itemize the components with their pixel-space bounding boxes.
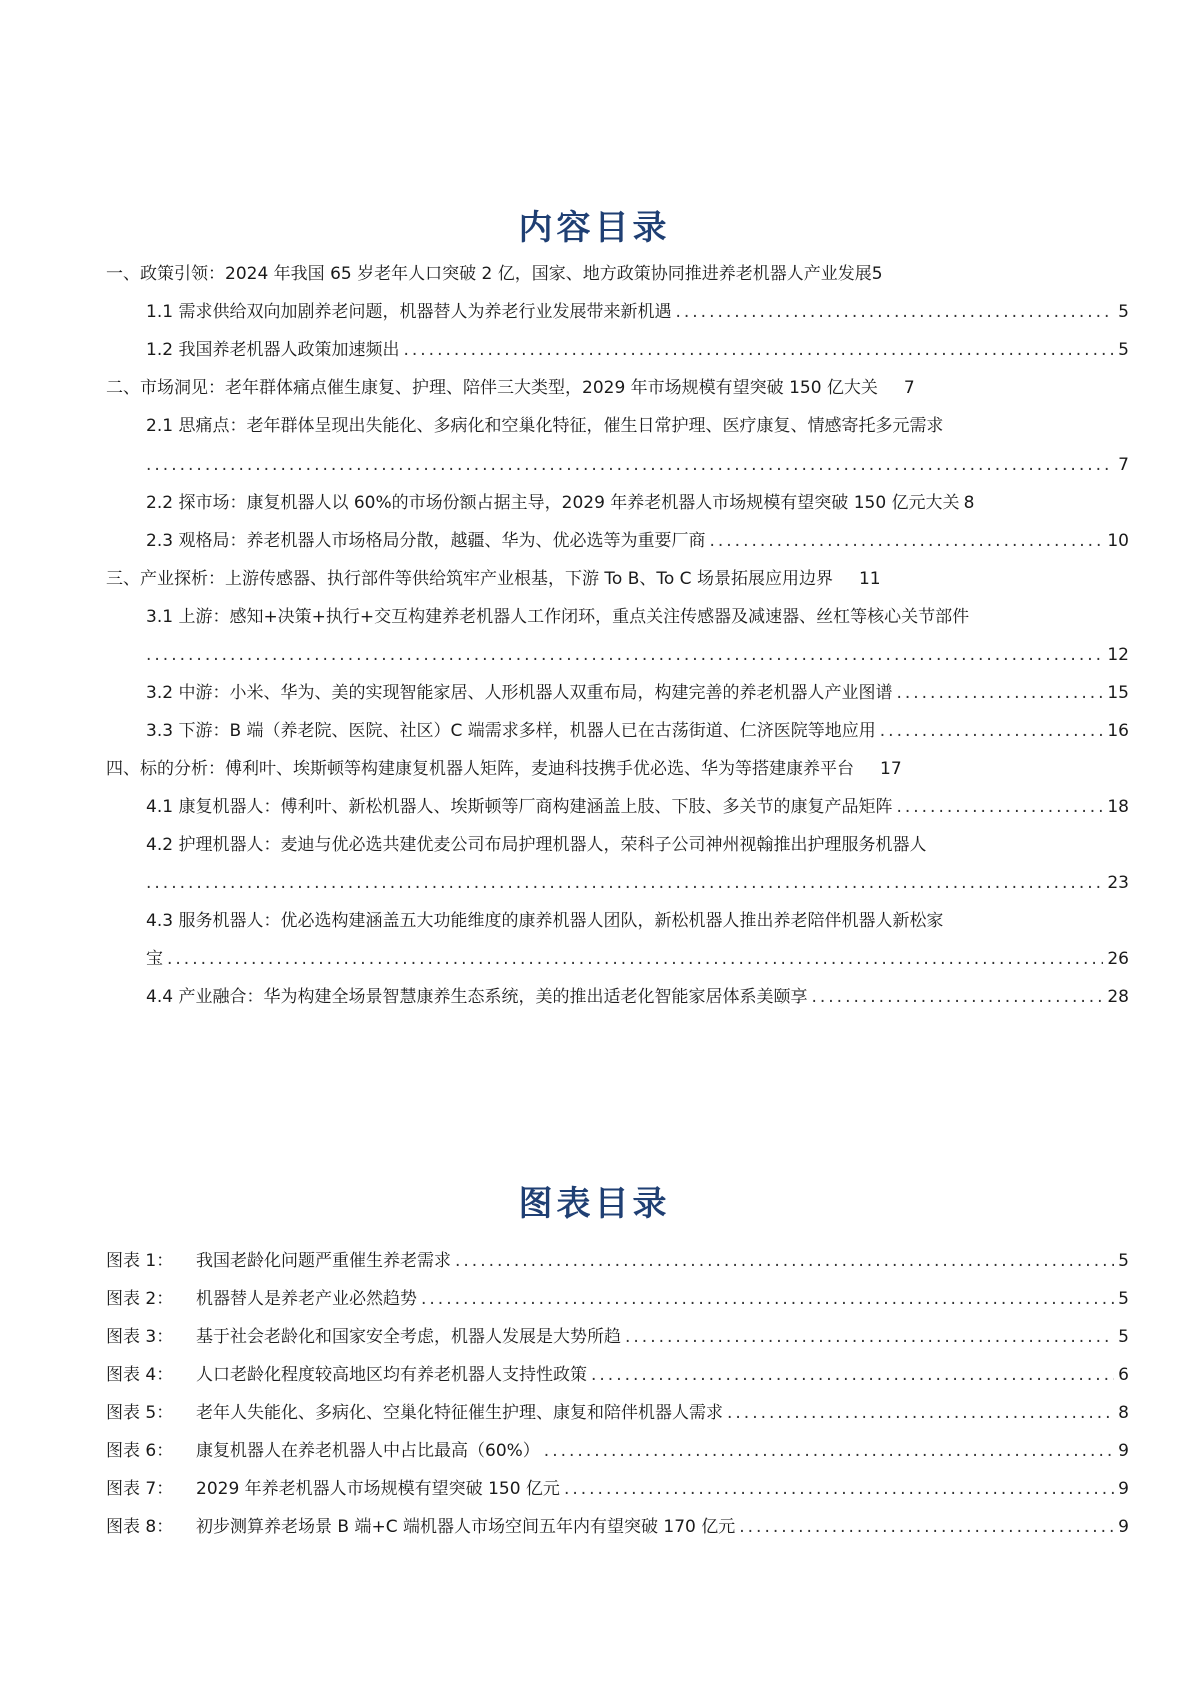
toc-entry-4-3[interactable]: 4.3 服务机器人：优必选构建涵盖五大功能维度的康养机器人团队，新松机器人推出养老陪伴机器人新松家	[146, 911, 944, 931]
toc-entry-3-1-cont[interactable]: ..... 12	[146, 644, 1129, 666]
leader-dots	[403, 339, 1114, 361]
figure-entry-3[interactable]: 图表 3： 基于社会老龄化和国家安全考虑，机器人发展是大势所趋 ..... 5	[106, 1326, 1129, 1348]
toc-entry-1-2[interactable]: 1.2 我国养老机器人政策加速频出 ..... 5	[146, 339, 1129, 361]
toc-entry-4-2[interactable]: 4.2 护理机器人：麦迪与优必选共建优麦公司布局护理机器人，荣科子公司神州视翰推出护理服务机器人	[146, 835, 927, 855]
leader-dots	[146, 644, 1103, 666]
toc-entry-3-3[interactable]: 3.3 下游：B 端（养老院、医院、社区）C 端需求多样，机器人已在古荡街道、仁济医院等地应用 ..... 16	[146, 720, 1129, 742]
toc-title: 内容目录	[518, 208, 671, 248]
figure-entry-2[interactable]: 图表 2： 机器替人是养老产业必然趋势 ..... 5	[106, 1288, 1129, 1310]
toc-entry-4[interactable]: 四、标的分析：傅利叶、埃斯顿等构建康复机器人矩阵，麦迪科技携手优必选、华为等搭建康养平台 17	[106, 759, 902, 779]
leader-dots	[709, 530, 1103, 552]
leader-dots	[880, 720, 1104, 742]
toc-entry-2[interactable]: 二、市场洞见：老年群体痛点催生康复、护理、陪伴三大类型，2029 年市场规模有望突破 150 亿大关 7	[106, 378, 915, 398]
leader-dots	[896, 796, 1103, 818]
leader-dots	[564, 1478, 1114, 1500]
leader-dots	[167, 948, 1103, 970]
toc-entry-2-3[interactable]: 2.3 观格局：养老机器人市场格局分散，越疆、华为、优必选等为重要厂商 ..... 10	[146, 530, 1129, 552]
toc-entry-4-4[interactable]: 4.4 产业融合：华为构建全场景智慧康养生态系统，美的推出适老化智能家居体系美颐享 ..... 28	[146, 986, 1129, 1008]
leader-dots	[727, 1402, 1114, 1424]
figure-entry-8[interactable]: 图表 8： 初步测算养老场景 B 端+C 端机器人市场空间五年内有望突破 170 亿元 ..... 9	[106, 1516, 1129, 1538]
leader-dots	[455, 1250, 1114, 1272]
toc-entry-3[interactable]: 三、产业探析：上游传感器、执行部件等供给筑牢产业根基，下游 To B、To C 场景拓展应用边界 11	[106, 569, 881, 589]
figures-title: 图表目录	[518, 1184, 671, 1224]
toc-entry-4-1[interactable]: 4.1 康复机器人：傅利叶、新松机器人、埃斯顿等厂商构建涵盖上肢、下肢、多关节的康复产品矩阵 ..... 18	[146, 796, 1129, 818]
figure-entry-1[interactable]: 图表 1： 我国老龄化问题严重催生养老需求 ..... 5	[106, 1250, 1129, 1272]
leader-dots	[146, 872, 1103, 894]
leader-dots	[544, 1440, 1114, 1462]
leader-dots	[421, 1288, 1114, 1310]
toc-entry-4-2-cont[interactable]: ..... 23	[146, 872, 1129, 894]
leader-dots	[896, 682, 1103, 704]
toc-entry-1[interactable]: 一、政策引领：2024 年我国 65 岁老年人口突破 2 亿，国家、地方政策协同推进养老机器人产业发展 5	[106, 264, 883, 284]
leader-dots	[591, 1364, 1114, 1386]
figure-entry-6[interactable]: 图表 6： 康复机器人在养老机器人中占比最高（60%） ..... 9	[106, 1440, 1129, 1462]
figure-entry-5[interactable]: 图表 5： 老年人失能化、多病化、空巢化特征催生护理、康复和陪伴机器人需求 ..... 8	[106, 1402, 1129, 1424]
leader-dots	[146, 454, 1114, 476]
figure-entry-7[interactable]: 图表 7： 2029 年养老机器人市场规模有望突破 150 亿元 ..... 9	[106, 1478, 1129, 1500]
toc-entry-2-1[interactable]: 2.1 思痛点：老年群体呈现出失能化、多病化和空巢化特征，催生日常护理、医疗康复、情感寄托多元需求	[146, 416, 944, 436]
leader-dots	[739, 1516, 1114, 1538]
toc-entry-1-1[interactable]: 1.1 需求供给双向加剧养老问题，机器替人为养老行业发展带来新机遇 ..... 5	[146, 301, 1129, 323]
toc-entry-3-1[interactable]: 3.1 上游：感知+决策+执行+交互构建养老机器人工作闭环，重点关注传感器及减速器、丝杠等核心关节部件	[146, 607, 970, 627]
toc-entry-3-2[interactable]: 3.2 中游：小米、华为、美的实现智能家居、人形机器人双重布局，构建完善的养老机器人产业图谱 ..... 15	[146, 682, 1129, 704]
toc-entry-2-1-cont[interactable]: ..... 7	[146, 454, 1129, 476]
toc-entry-4-3-cont[interactable]: 宝 ..... 26	[146, 948, 1129, 970]
leader-dots	[675, 301, 1114, 323]
leader-dots	[625, 1326, 1114, 1348]
toc-entry-2-2[interactable]: 2.2 探市场：康复机器人以 60%的市场份额占据主导，2029 年养老机器人市场规模有望突破 150 亿元大关 8	[146, 493, 975, 513]
leader-dots	[811, 986, 1103, 1008]
figure-entry-4[interactable]: 图表 4： 人口老龄化程度较高地区均有养老机器人支持性政策 ..... 6	[106, 1364, 1129, 1386]
